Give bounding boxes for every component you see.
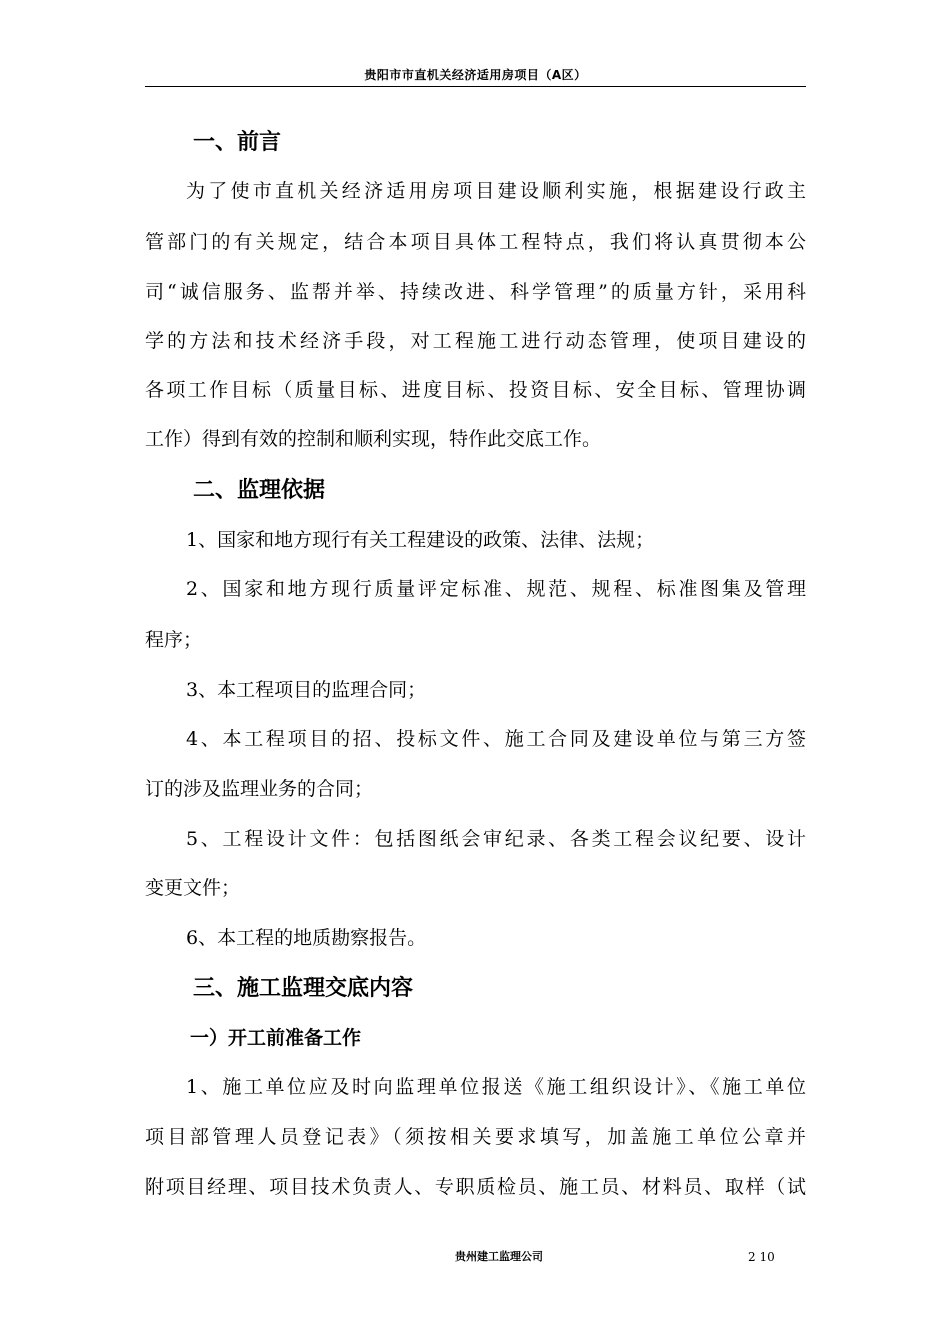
page-footer [0,1245,950,1269]
paragraph-line: 工作）得到有效的控制和顺利实现，特作此交底工作。 [145,428,602,450]
list-item-continuation: 变更文件； [145,877,241,899]
header-title: 贵阳市市直机关经济适用房项目（A区） [364,68,587,82]
section-heading-supervision: 三、施工监理交底内容 [193,976,414,1001]
list-item-continuation: 订的涉及监理业务的合同； [145,778,374,800]
subsection-heading: 一）开工前准备工作 [190,1027,362,1049]
section-heading-preface: 一、前言 [193,130,282,155]
section-heading-basis: 二、监理依据 [193,478,326,503]
paragraph-line: 学的方法和技术经济手段，对工程施工进行动态管理，使项目建设的 [145,330,806,352]
paragraph-line: 1、施工单位应及时向监理单位报送《施工组织设计》、《施工单位 [186,1076,806,1098]
paragraph-line: 各项工作目标（质量目标、进度目标、投资目标、安全目标、管理协调 [145,379,806,401]
list-item: 3、本工程项目的监理合同； [186,679,427,701]
footer-company: 贵州建工监理公司 [455,1250,543,1263]
paragraph-line: 管部门的有关规定，结合本项目具体工程特点，我们将认真贯彻本公 [145,231,806,253]
list-item: 4、本工程项目的招、投标文件、施工合同及建设单位与第三方签 [186,728,806,750]
list-item: 6、本工程的地质勘察报告。 [186,927,427,949]
list-item: 2、国家和地方现行质量评定标准、规范、规程、标准图集及管理 [186,578,806,600]
paragraph-line: 项目部管理人员登记表》（须按相关要求填写，加盖施工单位公章并 [145,1126,806,1148]
list-item: 1、国家和地方现行有关工程建设的政策、法律、法规； [186,529,655,551]
paragraph-line: 附项目经理、项目技术负责人、专职质检员、施工员、材料员、取样（试 [145,1176,806,1198]
paragraph-line: 为了使市直机关经济适用房项目建设顺利实施，根据建设行政主 [186,180,806,202]
paragraph-line: 司“诚信服务、监帮并举、持续改进、科学管理”的质量方针，采用科 [145,281,806,303]
page-header [145,64,806,87]
list-item: 5、工程设计文件：包括图纸会审纪录、各类工程会议纪要、设计 [186,828,806,850]
list-item-continuation: 程序； [145,629,203,651]
page-number: 2 10 [748,1250,775,1264]
